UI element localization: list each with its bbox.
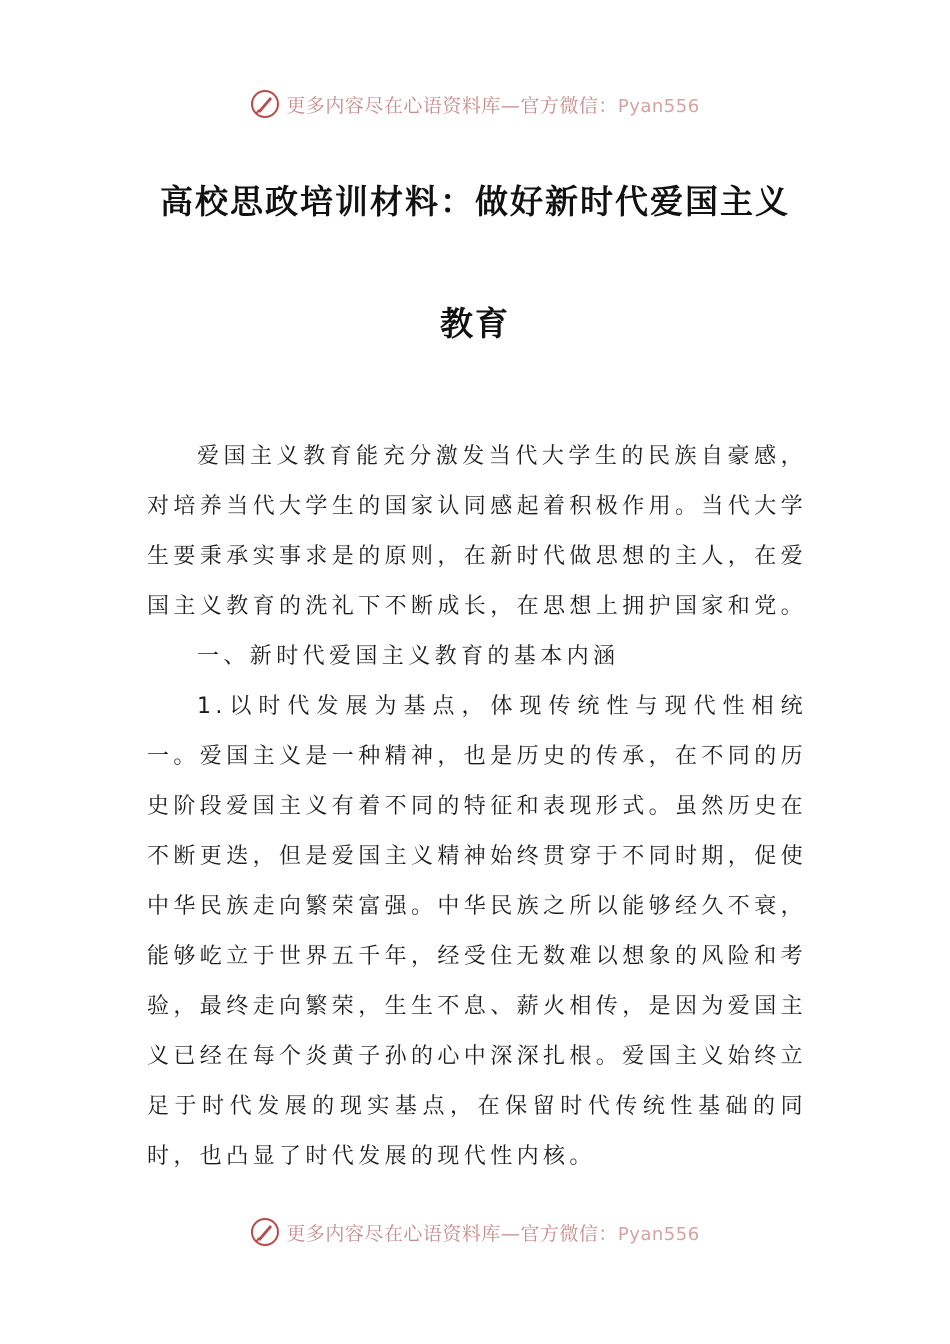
quill-logo-icon	[250, 89, 280, 119]
watermark-text: 更多内容尽在心语资料库—官方微信：Pyan556	[286, 94, 700, 117]
watermark-id: Pyan556	[617, 1223, 700, 1245]
document-title-line-2: 教育	[440, 304, 510, 343]
document-title-line-1: 高校思政培训材料：做好新时代爱国主义	[160, 182, 790, 221]
watermark-id: Pyan556	[617, 95, 700, 117]
header-watermark	[0, 84, 950, 124]
footer-watermark	[0, 1212, 950, 1252]
document-body	[147, 432, 807, 1182]
section-heading: 一、新时代爱国主义教育的基本内涵	[197, 644, 620, 669]
paragraph-intro: 爱国主义教育能充分激发当代大学生的民族自豪感，对培养当代大学生的国家认同感起着积极作用。当代大学生要秉承实事求是的原则，在新时代做思想的主人，在爱国主义教育的洗礼下不断成长，在思想上拥护国家和党。	[147, 444, 808, 619]
watermark-text: 更多内容尽在心语资料库—官方微信：Pyan556	[286, 1222, 700, 1245]
quill-logo-icon	[250, 1217, 280, 1247]
paragraph-point-1: 1.以时代发展为基点，体现传统性与现代性相统一。爱国主义是一种精神，也是历史的传承，在不同的历史阶段爱国主义有着不同的特征和表现形式。虽然历史在不断更迭，但是爱国主义精神始终贯穿于不同时期，促使中华民族走向繁荣富强。中华民族之所以能够经久不衰，能够屹立于世界五千年，经受住无数难以想象的风险和考验，最终走向繁荣，生生不息、薪火相传，是因为爱国主义已经在每个炎黄子孙的心中深深扎根。爱国主义始终立足于时代发展的现实基点，在保留时代传统性基础的同时，也凸显了时代发展的现代性内核。	[147, 694, 808, 1169]
